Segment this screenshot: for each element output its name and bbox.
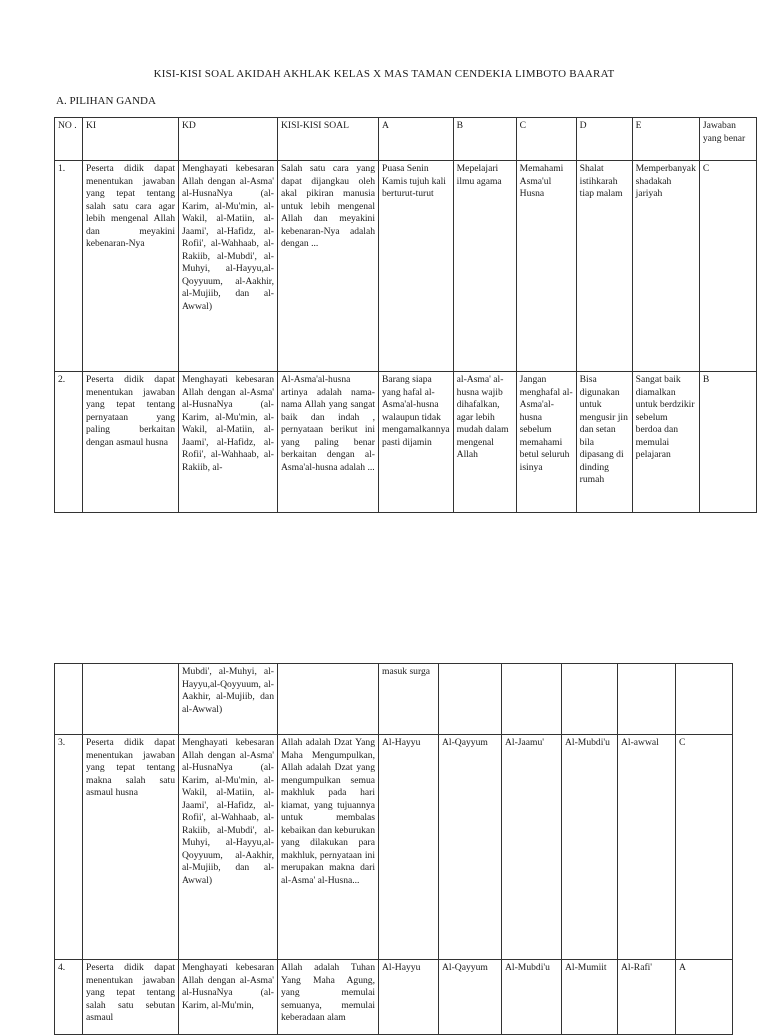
- cell-option-d: Al-Mubdi'u: [562, 735, 618, 960]
- cell-kd: Menghayati kebesaran Allah dengan al-Asma' al-HusnaNya (al-Karim, al-Mu'min,: [179, 960, 278, 1035]
- cell-option-e: Memperbanyak shadakah jariyah: [632, 161, 699, 372]
- col-header-no: NO .: [55, 118, 83, 161]
- cell-option-b: Mepelajari ilmu agama: [453, 161, 516, 372]
- cell-option-b: Al-Qayyum: [439, 735, 502, 960]
- question-table-page-1: [54, 117, 757, 513]
- cell-option-e: [618, 664, 676, 735]
- col-header-kd: KD: [179, 118, 278, 161]
- cell-option-a: Barang siapa yang hafal al-Asma'al-husna walaupun tidak mengamalkannya pasti dijamin: [379, 372, 454, 513]
- cell-no: 3.: [55, 735, 83, 960]
- col-header-b: B: [453, 118, 516, 161]
- cell-answer: B: [699, 372, 756, 513]
- table-row: [55, 664, 733, 735]
- col-header-a: A: [379, 118, 454, 161]
- cell-kd: Menghayati kebesaran Allah dengan al-Asma' al-HusnaNya (al-Karim, al-Mu'min, al-Wakil, al-Matiin, al-Jaami', al-Hafidz, al-Rofii', al-Wahhaab, al-Rakiib, al-Mubdi', al-Muhyi, al-Hayyu,al-Qoyyuum, al-Aakhir, al-Mujiib, dan al-Awwal): [179, 161, 278, 372]
- table-row: [55, 161, 757, 372]
- cell-option-d: Shalat istihkarah tiap malam: [576, 161, 632, 372]
- table-row: [55, 372, 757, 513]
- table-row: [55, 960, 733, 1035]
- cell-soal: Allah adalah Dzat Yang Maha Mengumpulkan, Allah adalah Dzat yang mengumpulkan semua makhluk pada hari kiamat, yang tujuannya untuk membalas kebaikan dan keburukan yang dilakukan para makhluk, pernyataan ini merupakan makna dari al-Asma' al-Husna...: [278, 735, 379, 960]
- cell-option-a: Al-Hayyu: [379, 735, 439, 960]
- col-header-e: E: [632, 118, 699, 161]
- cell-option-d: Bisa digunakan untuk mengusir jin dan setan bila dipasang di dinding rumah: [576, 372, 632, 513]
- cell-option-d: [562, 664, 618, 735]
- cell-option-b: [439, 664, 502, 735]
- cell-soal: Salah satu cara yang dapat dijangkau oleh akal pikiran manusia untuk lebih mengenal Allah dan meyakini kebenaran-Nya adalah dengan ...: [278, 161, 379, 372]
- cell-option-c: Al-Jaamu': [502, 735, 562, 960]
- cell-option-b: Al-Qayyum: [439, 960, 502, 1035]
- col-header-c: C: [516, 118, 576, 161]
- cell-ki: Peserta didik dapat menentukan jawaban yang tepat tentang salah satu cara agar lebih mengenal Allah dan meyakini kebenaran-Nya: [83, 161, 179, 372]
- cell-soal: [278, 664, 379, 735]
- cell-answer: A: [676, 960, 733, 1035]
- cell-ki: Peserta didik dapat menentukan jawaban yang tepat tentang pernyataan yang paling berkaitan dengan asmaul husna: [83, 372, 179, 513]
- cell-option-b: al-Asma' al-husna wajib dihafalkan, agar lebih mudah dalam mengenal Allah: [453, 372, 516, 513]
- col-header-d: D: [576, 118, 632, 161]
- cell-option-a: Al-Hayyu: [379, 960, 439, 1035]
- cell-option-a: masuk surga: [379, 664, 439, 735]
- cell-answer: C: [699, 161, 756, 372]
- document-title: KISI-KISI SOAL AKIDAH AKHLAK KELAS X MAS TAMAN CENDEKIA LIMBOTO BAARAT: [153, 68, 615, 80]
- cell-option-e: Al-Rafi': [618, 960, 676, 1035]
- cell-no: 4.: [55, 960, 83, 1035]
- cell-option-e: Al-awwal: [618, 735, 676, 960]
- cell-option-a: Puasa Senin Kamis tujuh kali berturut-turut: [379, 161, 454, 372]
- cell-soal: Allah adalah Tuhan Yang Maha Agung, yang memulai semuanya, memulai keberadaan alam: [278, 960, 379, 1035]
- section-heading: A. PILIHAN GANDA: [56, 95, 156, 107]
- table-row: [55, 735, 733, 960]
- cell-kd: Menghayati kebesaran Allah dengan al-Asma' al-HusnaNya (al-Karim, al-Mu'min, al-Wakil, al-Matiin, al-Jaami', al-Hafidz, al-Rofii', al-Wahhaab, al-Rakiib, al-Mubdi', al-Muhyi, al-Hayyu,al-Qoyyuum, al-Aakhir, al-Mujiib, dan al-Awwal): [179, 735, 278, 960]
- cell-no: 1.: [55, 161, 83, 372]
- cell-option-c: Jangan menghafal al-Asma'al-husna sebelum memahami betul seluruh isinya: [516, 372, 576, 513]
- cell-no: 2.: [55, 372, 83, 513]
- cell-kd: Mubdi', al-Muhyi, al-Hayyu,al-Qoyyuum, al-Aakhir, al-Mujiib, dan al-Awwal): [179, 664, 278, 735]
- table-header-row: [55, 118, 757, 161]
- cell-ki: [83, 664, 179, 735]
- cell-option-c: [502, 664, 562, 735]
- cell-option-c: Al-Mubdi'u: [502, 960, 562, 1035]
- cell-ki: Peserta didik dapat menentukan jawaban yang tepat tentang makna salah satu asmaul husna: [83, 735, 179, 960]
- cell-soal: Al-Asma'al-husna artinya adalah nama-nama Allah yang sangat baik dan indah , pernyataan berikut ini yang paling benar berkaitan dengan al-Asma'al-husna adalah ...: [278, 372, 379, 513]
- cell-no: [55, 664, 83, 735]
- cell-ki: Peserta didik dapat menentukan jawaban yang tepat tentang salah satu sebutan asmaul: [83, 960, 179, 1035]
- question-table-page-2: [54, 663, 733, 1035]
- cell-option-d: Al-Mumiit: [562, 960, 618, 1035]
- cell-option-e: Sangat baik diamalkan untuk berdzikir sebelum berdoa dan memulai pelajaran: [632, 372, 699, 513]
- col-header-answer: Jawaban yang benar: [699, 118, 756, 161]
- col-header-soal: KISI-KISI SOAL: [278, 118, 379, 161]
- col-header-ki: KI: [83, 118, 179, 161]
- cell-answer: C: [676, 735, 733, 960]
- cell-answer: [676, 664, 733, 735]
- cell-option-c: Memahami Asma'ul Husna: [516, 161, 576, 372]
- cell-kd: Menghayati kebesaran Allah dengan al-Asma' al-HusnaNya (al-Karim, al-Mu'min, al-Wakil, al-Matiin, al-Jaami', al-Hafidz, al-Rofii', al-Wahhaab, al-Rakiib, al-: [179, 372, 278, 513]
